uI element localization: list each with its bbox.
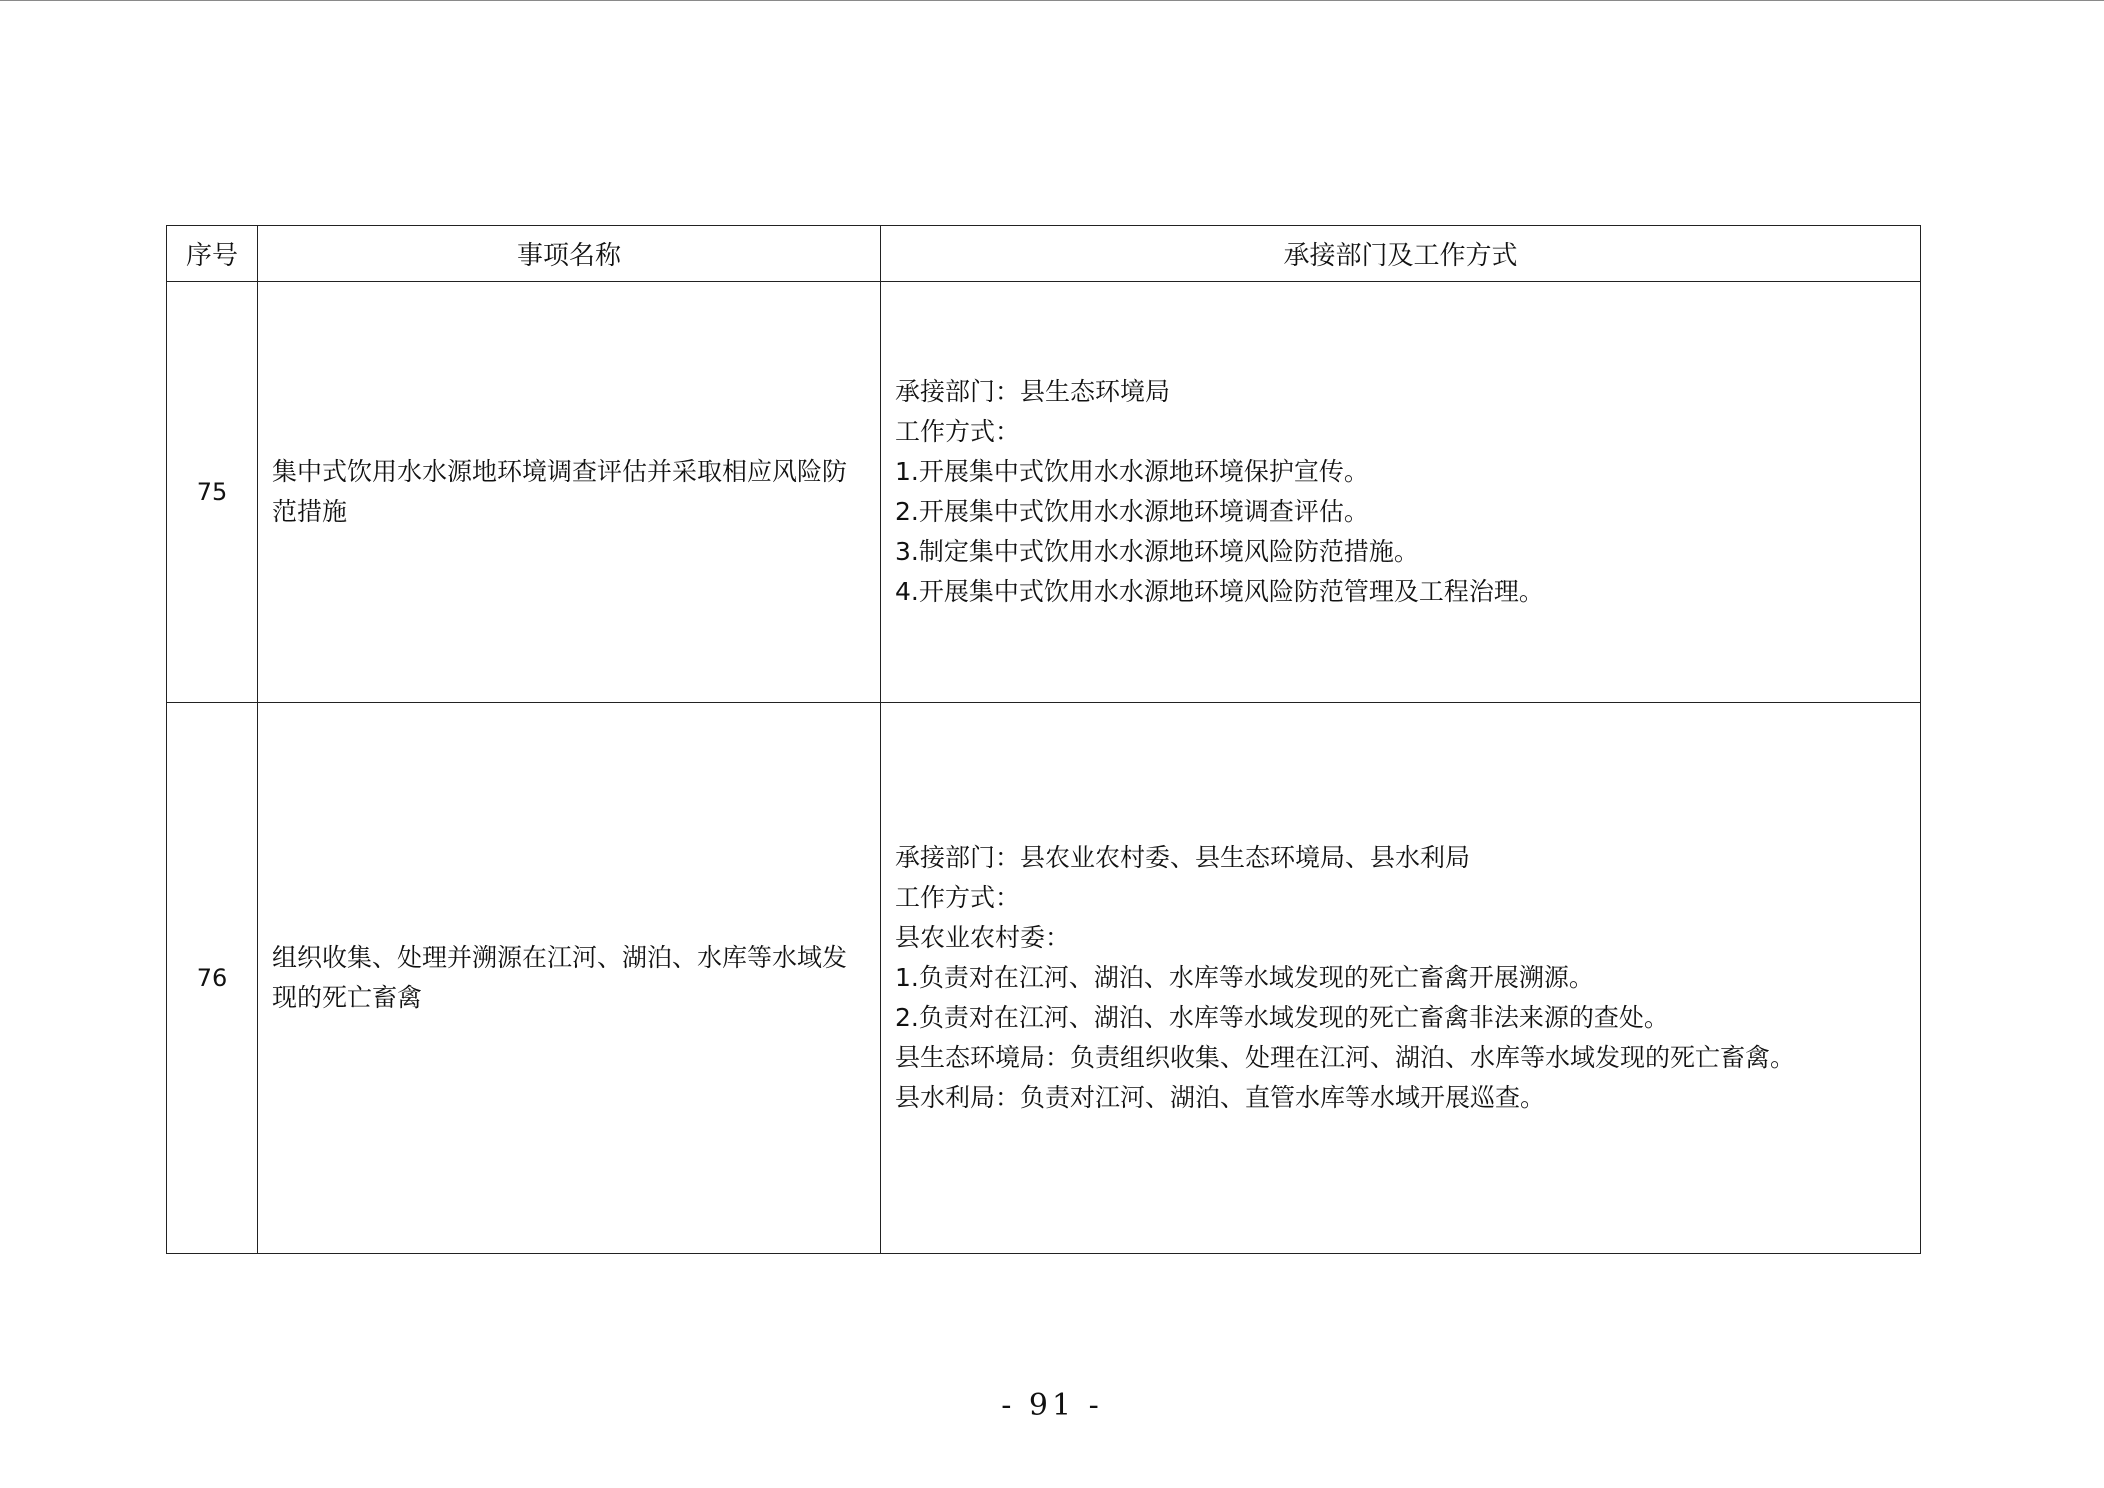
work-line: 承接部门：县农业农村委、县生态环境局、县水利局 [895, 843, 1471, 872]
work-line: 2.开展集中式饮用水水源地环境调查评估。 [895, 497, 1369, 526]
work-line: 3.制定集中式饮用水水源地环境风险防范措施。 [895, 537, 1419, 566]
work-line: 县水利局：负责对江河、湖泊、直管水库等水域开展巡查。 [895, 1083, 1546, 1112]
row-matter-name: 组织收集、处理并溯源在江河、湖泊、水库等水域发现的死亡畜禽 [258, 703, 881, 1254]
table-header [167, 226, 1921, 282]
table-header-row [167, 226, 1921, 282]
work-line: 工作方式： [895, 883, 1021, 912]
row-serial-number: 76 [167, 703, 258, 1254]
header-matter-name: 事项名称 [258, 226, 881, 282]
row-department-and-method [881, 703, 1921, 1254]
table-row [167, 282, 1921, 703]
table-body [167, 282, 1921, 1254]
work-line: 4.开展集中式饮用水水源地环境风险防范管理及工程治理。 [895, 577, 1544, 606]
row-matter-name: 集中式饮用水水源地环境调查评估并采取相应风险防范措施 [258, 282, 881, 703]
header-department-and-method: 承接部门及工作方式 [881, 226, 1921, 282]
header-serial-number: 序号 [167, 226, 258, 282]
table-row [167, 703, 1921, 1254]
work-line: 工作方式： [895, 417, 1021, 446]
work-line: 2.负责对在江河、湖泊、水库等水域发现的死亡畜禽非法来源的查处。 [895, 1003, 1669, 1032]
page-number: - 91 - [1001, 1388, 1103, 1423]
work-line: 县生态环境局：负责组织收集、处理在江河、湖泊、水库等水域发现的死亡畜禽。 [895, 1043, 1796, 1072]
row-department-and-method [881, 282, 1921, 703]
work-line: 承接部门：县生态环境局 [895, 377, 1171, 406]
work-line: 1.开展集中式饮用水水源地环境保护宣传。 [895, 457, 1369, 486]
work-line: 县农业农村委： [895, 923, 1071, 952]
row-serial-number: 75 [167, 282, 258, 703]
page-top-border [0, 0, 2104, 1]
matters-table [166, 225, 1921, 1254]
work-line: 1.负责对在江河、湖泊、水库等水域发现的死亡畜禽开展溯源。 [895, 963, 1594, 992]
